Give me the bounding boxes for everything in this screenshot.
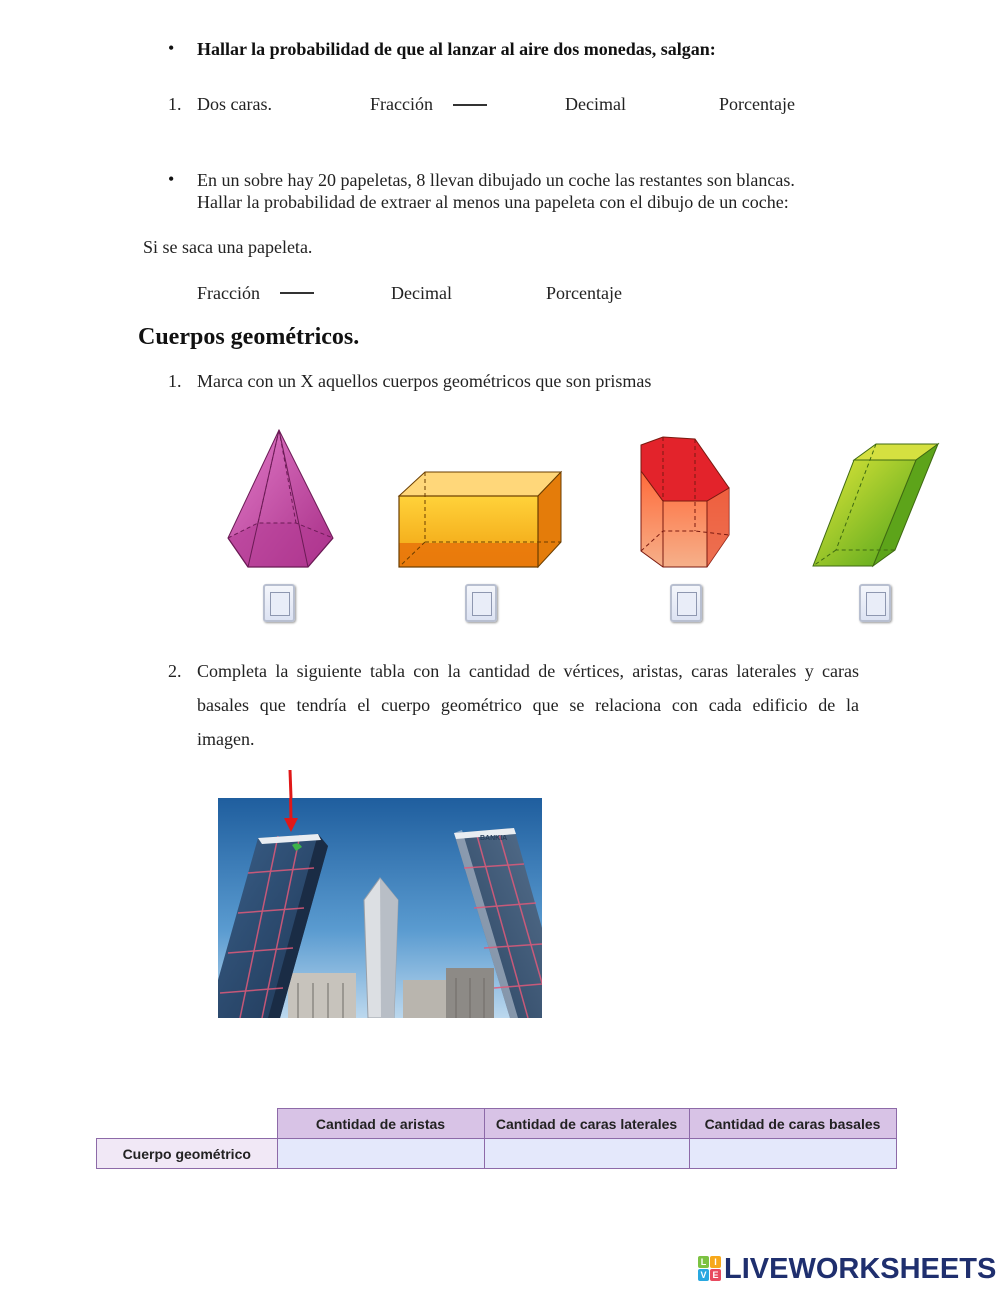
checkbox-pyramid[interactable] — [263, 584, 295, 622]
q1-text: Marca con un X aquellos cuerpos geométricos que son prismas — [197, 371, 652, 391]
checkbox-oblique-prism[interactable] — [859, 584, 891, 622]
header-caras-laterales: Cantidad de caras laterales — [484, 1109, 689, 1139]
section-title: Cuerpos geométricos. — [138, 324, 360, 350]
bankia-sign: BANKIA — [480, 835, 508, 842]
bullet-dot: • — [168, 38, 175, 58]
header-caras-basales: Cantidad de caras basales — [689, 1109, 896, 1139]
q1-number: 1. — [168, 371, 182, 391]
input-cell-caras-laterales[interactable] — [484, 1139, 689, 1169]
prob2-fraction-line — [280, 292, 314, 294]
input-cell-caras-basales[interactable] — [689, 1139, 896, 1169]
oblique-prism-shape — [810, 440, 942, 572]
liveworksheets-brand: LIVEWORKSHEETS — [724, 1253, 997, 1285]
kio-towers-photo — [218, 768, 542, 1018]
prob1-decimal-label: Decimal — [565, 94, 626, 114]
prob2-fraccion-label: Fracción — [197, 283, 260, 303]
prob1-item-label: Dos caras. — [197, 94, 272, 114]
prob1-fraccion-label: Fracción — [370, 94, 433, 114]
liveworksheets-logo-icon: L I V E — [698, 1256, 722, 1282]
input-cell-aristas[interactable] — [277, 1139, 484, 1169]
q2-number: 2. — [168, 661, 182, 681]
bullet-dot: • — [168, 169, 175, 189]
prob2-line1: En un sobre hay 20 papeletas, 8 llevan dibujado un coche las restantes son blancas. — [197, 170, 795, 190]
prob2-decimal-label: Decimal — [391, 283, 452, 303]
prob2-porcentaje-label: Porcentaje — [546, 283, 622, 303]
prob2-line2: Hallar la probabilidad de extraer al menos una papeleta con el dibujo de un coche: — [197, 192, 789, 212]
q2-line1: Completa la siguiente tabla con la cantidad de vértices, aristas, caras laterales y caras — [197, 661, 859, 681]
prob1-porcentaje-label: Porcentaje — [719, 94, 795, 114]
row-label-cuerpo-geometrico: Cuerpo geométrico — [97, 1139, 278, 1169]
pentagonal-prism-shape — [637, 433, 735, 573]
checkbox-rectangular-prism[interactable] — [465, 584, 497, 622]
q2-line3: imagen. — [197, 729, 255, 749]
pyramid-shape — [220, 425, 340, 575]
checkbox-pentagonal-prism[interactable] — [670, 584, 702, 622]
prob2-sub: Si se saca una papeleta. — [143, 237, 313, 257]
header-aristas: Cantidad de aristas — [277, 1109, 484, 1139]
q2-line2: basales que tendría el cuerpo geométrico que se relaciona con cada edificio de la — [197, 695, 859, 715]
geometry-table — [96, 1108, 897, 1169]
prob1-instruction: Hallar la probabilidad de que al lanzar al aire dos monedas, salgan: — [197, 39, 716, 59]
rectangular-prism-shape — [395, 468, 567, 572]
prob1-fraction-line — [453, 104, 487, 106]
prob1-item-number: 1. — [168, 94, 182, 114]
